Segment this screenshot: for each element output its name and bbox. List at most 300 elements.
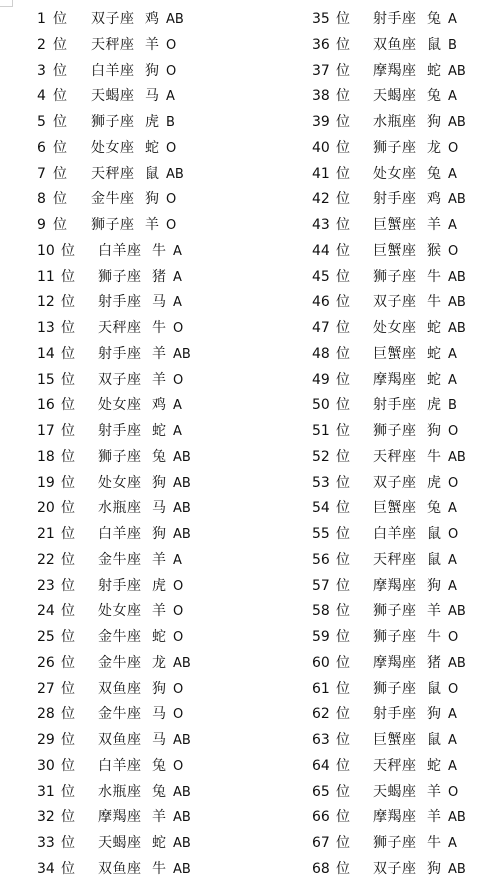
ranking-row	[312, 599, 500, 625]
zodiac-sign: 摩羯座	[373, 62, 417, 79]
ranking-row	[37, 368, 237, 394]
blood-type: AB	[173, 501, 191, 517]
chinese-zodiac-animal: 蛇	[152, 423, 166, 439]
rank-unit: 位	[336, 706, 350, 723]
ranking-row	[37, 213, 237, 239]
ranking-row	[312, 290, 500, 316]
rank-number: 49	[312, 371, 330, 388]
ranking-row	[312, 625, 500, 651]
chinese-zodiac-animal: 狗	[427, 114, 441, 130]
chinese-zodiac-animal: 羊	[152, 551, 166, 568]
corner-mark	[0, 0, 13, 7]
ranking-row	[37, 677, 237, 703]
ranking-row	[312, 59, 500, 85]
zodiac-sign: 射手座	[373, 11, 417, 27]
rank-unit: 位	[336, 500, 350, 517]
rank-number: 30	[37, 757, 55, 774]
ranking-row	[312, 548, 500, 574]
blood-type: O	[448, 527, 459, 542]
rank-unit: 位	[336, 603, 350, 620]
blood-type: O	[173, 321, 184, 336]
rank-unit: 位	[61, 680, 75, 697]
zodiac-sign: 射手座	[98, 577, 142, 594]
ranking-row	[312, 677, 500, 703]
ranking-row	[312, 728, 500, 754]
chinese-zodiac-animal: 蛇	[145, 139, 159, 156]
ranking-row	[312, 651, 500, 677]
ranking-row	[37, 136, 237, 162]
blood-type: O	[173, 681, 184, 697]
rank-number: 23	[37, 577, 55, 594]
rank-number: 13	[37, 320, 55, 336]
zodiac-sign: 狮子座	[373, 603, 417, 620]
rank-unit: 位	[61, 835, 75, 851]
rank-unit: 位	[336, 835, 350, 851]
zodiac-sign: 巨蟹座	[373, 732, 417, 748]
ranking-row	[312, 187, 500, 213]
ranking-row	[312, 136, 500, 162]
chinese-zodiac-animal: 狗	[145, 62, 159, 79]
ranking-row	[312, 239, 500, 265]
ranking-row	[37, 471, 237, 497]
blood-type: AB	[166, 166, 184, 182]
rank-number: 28	[37, 706, 55, 723]
chinese-zodiac-animal: 蛇	[152, 629, 166, 645]
chinese-zodiac-animal: 牛	[427, 629, 441, 645]
blood-type: AB	[448, 449, 466, 465]
ranking-row	[312, 393, 500, 419]
rank-number: 27	[37, 680, 55, 697]
blood-type: AB	[173, 527, 191, 542]
blood-type: A	[448, 166, 457, 182]
blood-type: A	[448, 346, 457, 362]
rank-unit: 位	[336, 268, 350, 285]
blood-type: A	[448, 707, 457, 723]
rank-number: 16	[37, 397, 55, 414]
blood-type: O	[166, 37, 177, 53]
chinese-zodiac-animal: 鼠	[427, 680, 441, 697]
blood-type: O	[173, 630, 184, 645]
blood-type: AB	[173, 475, 191, 491]
zodiac-sign: 处女座	[98, 474, 142, 491]
rank-unit: 位	[61, 242, 75, 259]
chinese-zodiac-animal: 马	[152, 500, 166, 517]
zodiac-sign: 射手座	[98, 345, 142, 362]
zodiac-sign: 巨蟹座	[373, 217, 417, 233]
zodiac-sign: 白羊座	[373, 526, 417, 542]
chinese-zodiac-animal: 鼠	[427, 526, 441, 542]
blood-type: O	[166, 192, 177, 208]
rank-number: 18	[37, 448, 55, 465]
zodiac-sign: 天蝎座	[373, 88, 417, 105]
ranking-row	[312, 831, 500, 857]
chinese-zodiac-animal: 鼠	[145, 165, 159, 182]
blood-type: AB	[448, 810, 466, 826]
rank-unit: 位	[61, 860, 75, 877]
blood-type: O	[166, 218, 177, 233]
rank-number: 57	[312, 577, 330, 594]
chinese-zodiac-animal: 鼠	[427, 551, 441, 568]
zodiac-sign: 白羊座	[98, 526, 142, 542]
ranking-row	[312, 522, 500, 548]
rank-unit: 位	[336, 680, 350, 697]
rank-unit: 位	[61, 757, 75, 774]
rank-number: 25	[37, 629, 55, 645]
zodiac-sign: 双鱼座	[98, 860, 142, 877]
zodiac-sign: 狮子座	[373, 835, 417, 851]
blood-type: AB	[448, 295, 466, 311]
blood-type: O	[448, 424, 459, 439]
zodiac-sign: 双子座	[91, 11, 135, 27]
blood-type: O	[173, 604, 184, 620]
rank-unit: 位	[53, 165, 67, 182]
chinese-zodiac-animal: 羊	[152, 809, 166, 826]
rank-unit: 位	[61, 706, 75, 723]
blood-type: A	[448, 578, 457, 594]
blood-type: O	[173, 578, 184, 594]
rank-unit: 位	[336, 629, 350, 645]
chinese-zodiac-animal: 羊	[427, 603, 441, 620]
ranking-row	[37, 342, 237, 368]
blood-type: AB	[448, 63, 466, 79]
rank-unit: 位	[336, 448, 350, 465]
ranking-row	[312, 7, 500, 33]
rank-unit: 位	[336, 320, 350, 336]
rank-number: 31	[37, 783, 55, 800]
rank-unit: 位	[336, 551, 350, 568]
ranking-row	[312, 162, 500, 188]
chinese-zodiac-animal: 兔	[152, 757, 166, 774]
chinese-zodiac-animal: 狗	[152, 526, 166, 542]
zodiac-sign: 天蝎座	[91, 88, 135, 105]
blood-type: O	[448, 140, 459, 156]
blood-type: O	[173, 758, 184, 774]
rank-number: 67	[312, 835, 330, 851]
chinese-zodiac-animal: 蛇	[427, 371, 441, 388]
rank-unit: 位	[53, 114, 67, 130]
rank-unit: 位	[61, 448, 75, 465]
chinese-zodiac-animal: 牛	[152, 320, 166, 336]
zodiac-sign: 摩羯座	[373, 809, 417, 826]
chinese-zodiac-animal: 龙	[152, 654, 166, 671]
blood-type: O	[173, 707, 184, 723]
zodiac-sign: 白羊座	[91, 62, 135, 79]
rank-unit: 位	[336, 526, 350, 542]
chinese-zodiac-animal: 兔	[427, 165, 441, 182]
rank-number: 32	[37, 809, 55, 826]
rank-unit: 位	[336, 860, 350, 877]
ranking-row	[37, 265, 237, 291]
zodiac-sign: 射手座	[98, 423, 142, 439]
rank-number: 17	[37, 423, 55, 439]
rank-unit: 位	[336, 423, 350, 439]
rank-unit: 位	[336, 654, 350, 671]
zodiac-sign: 狮子座	[91, 114, 135, 130]
blood-type: AB	[173, 836, 191, 851]
chinese-zodiac-animal: 猪	[152, 268, 166, 285]
ranking-row	[37, 110, 237, 136]
chinese-zodiac-animal: 羊	[145, 217, 159, 233]
blood-type: A	[173, 398, 182, 414]
blood-type: AB	[448, 604, 466, 620]
chinese-zodiac-animal: 猴	[427, 242, 441, 259]
chinese-zodiac-animal: 马	[152, 294, 166, 311]
blood-type: AB	[173, 733, 191, 748]
zodiac-sign: 金牛座	[91, 191, 135, 208]
blood-type: O	[448, 784, 459, 800]
zodiac-sign: 天秤座	[373, 551, 417, 568]
rank-number: 62	[312, 706, 330, 723]
zodiac-sign: 双鱼座	[98, 732, 142, 748]
rank-unit: 位	[61, 526, 75, 542]
rank-number: 8	[37, 191, 46, 208]
chinese-zodiac-animal: 羊	[145, 36, 159, 53]
ranking-row	[37, 728, 237, 754]
ranking-row	[312, 368, 500, 394]
chinese-zodiac-animal: 牛	[427, 835, 441, 851]
ranking-row	[312, 342, 500, 368]
ranking-row	[312, 574, 500, 600]
blood-type: A	[448, 372, 457, 388]
chinese-zodiac-animal: 羊	[152, 603, 166, 620]
rank-unit: 位	[336, 139, 350, 156]
zodiac-sign: 双鱼座	[98, 680, 142, 697]
zodiac-sign: 金牛座	[98, 706, 142, 723]
ranking-row	[37, 290, 237, 316]
rank-number: 20	[37, 500, 55, 517]
blood-type: A	[173, 552, 182, 568]
rank-unit: 位	[53, 139, 67, 156]
chinese-zodiac-animal: 猪	[427, 654, 441, 671]
ranking-row	[312, 84, 500, 110]
chinese-zodiac-animal: 鸡	[152, 397, 166, 414]
chinese-zodiac-animal: 蛇	[427, 320, 441, 336]
chinese-zodiac-animal: 兔	[427, 88, 441, 105]
blood-type: A	[448, 552, 457, 568]
rank-unit: 位	[336, 809, 350, 826]
rank-number: 59	[312, 629, 330, 645]
rank-unit: 位	[61, 732, 75, 748]
blood-type: A	[173, 424, 182, 439]
rank-number: 10	[37, 242, 55, 259]
zodiac-sign: 处女座	[98, 397, 142, 414]
zodiac-sign: 水瓶座	[98, 783, 142, 800]
zodiac-sign: 金牛座	[98, 654, 142, 671]
chinese-zodiac-animal: 蛇	[427, 345, 441, 362]
blood-type: B	[166, 115, 175, 130]
rank-number: 46	[312, 294, 330, 311]
blood-type: AB	[173, 655, 191, 671]
rank-number: 58	[312, 603, 330, 620]
rank-unit: 位	[336, 371, 350, 388]
ranking-row	[312, 702, 500, 728]
ranking-row	[37, 84, 237, 110]
chinese-zodiac-animal: 兔	[152, 448, 166, 465]
ranking-row	[312, 445, 500, 471]
rank-number: 5	[37, 114, 46, 130]
rank-unit: 位	[61, 783, 75, 800]
rank-number: 41	[312, 165, 330, 182]
rank-unit: 位	[61, 423, 75, 439]
zodiac-sign: 摩羯座	[373, 577, 417, 594]
rank-number: 22	[37, 551, 55, 568]
rank-unit: 位	[336, 294, 350, 311]
ranking-row	[37, 445, 237, 471]
chinese-zodiac-animal: 羊	[427, 783, 441, 800]
rank-unit: 位	[61, 809, 75, 826]
rank-number: 35	[312, 11, 330, 27]
zodiac-sign: 狮子座	[91, 217, 135, 233]
ranking-row	[37, 33, 237, 59]
rank-number: 40	[312, 139, 330, 156]
chinese-zodiac-animal: 牛	[427, 294, 441, 311]
blood-type: A	[448, 218, 457, 233]
zodiac-sign: 处女座	[373, 165, 417, 182]
rank-unit: 位	[336, 191, 350, 208]
rank-unit: 位	[53, 62, 67, 79]
zodiac-sign: 天蝎座	[98, 835, 142, 851]
rank-number: 3	[37, 62, 46, 79]
blood-type: A	[448, 89, 457, 105]
zodiac-sign: 水瓶座	[373, 114, 417, 130]
rank-number: 54	[312, 500, 330, 517]
ranking-row	[312, 857, 500, 883]
zodiac-sign: 双子座	[373, 860, 417, 877]
chinese-zodiac-animal: 鸡	[427, 191, 441, 208]
rank-unit: 位	[336, 474, 350, 491]
rank-number: 48	[312, 345, 330, 362]
rank-number: 63	[312, 732, 330, 748]
zodiac-sign: 双鱼座	[373, 36, 417, 53]
chinese-zodiac-animal: 兔	[152, 783, 166, 800]
rank-unit: 位	[336, 114, 350, 130]
rank-number: 64	[312, 757, 330, 774]
ranking-row	[312, 805, 500, 831]
blood-type: AB	[448, 115, 466, 130]
rank-number: 50	[312, 397, 330, 414]
rank-unit: 位	[61, 320, 75, 336]
ranking-row	[37, 625, 237, 651]
chinese-zodiac-animal: 蛇	[427, 62, 441, 79]
rank-number: 38	[312, 88, 330, 105]
chinese-zodiac-animal: 虎	[427, 474, 441, 491]
rank-unit: 位	[61, 371, 75, 388]
zodiac-sign: 巨蟹座	[373, 345, 417, 362]
zodiac-sign: 天秤座	[373, 757, 417, 774]
ranking-row	[312, 419, 500, 445]
chinese-zodiac-animal: 狗	[152, 680, 166, 697]
ranking-row	[37, 574, 237, 600]
rank-unit: 位	[336, 217, 350, 233]
ranking-row	[312, 110, 500, 136]
blood-type: AB	[448, 861, 466, 877]
zodiac-sign: 摩羯座	[373, 654, 417, 671]
blood-type: AB	[448, 269, 466, 285]
rank-number: 2	[37, 36, 46, 53]
blood-type: A	[448, 733, 457, 748]
zodiac-sign: 射手座	[98, 294, 142, 311]
zodiac-sign: 巨蟹座	[373, 500, 417, 517]
rank-number: 53	[312, 474, 330, 491]
zodiac-sign: 金牛座	[98, 551, 142, 568]
zodiac-sign: 狮子座	[373, 268, 417, 285]
chinese-zodiac-animal: 兔	[427, 11, 441, 27]
rank-unit: 位	[61, 551, 75, 568]
rank-number: 56	[312, 551, 330, 568]
ranking-column-left	[37, 7, 237, 883]
blood-type: B	[448, 37, 457, 53]
blood-type: O	[448, 475, 459, 491]
chinese-zodiac-animal: 牛	[152, 860, 166, 877]
chinese-zodiac-animal: 虎	[145, 114, 159, 130]
rank-number: 24	[37, 603, 55, 620]
ranking-row	[312, 496, 500, 522]
ranking-row	[37, 548, 237, 574]
chinese-zodiac-animal: 狗	[427, 706, 441, 723]
ranking-row	[37, 805, 237, 831]
blood-type: A	[173, 295, 182, 311]
zodiac-sign: 天秤座	[91, 165, 135, 182]
rank-unit: 位	[61, 654, 75, 671]
blood-type: A	[166, 89, 175, 105]
rank-unit: 位	[61, 345, 75, 362]
blood-type: AB	[173, 784, 191, 800]
chinese-zodiac-animal: 龙	[427, 139, 441, 156]
rank-unit: 位	[53, 217, 67, 233]
zodiac-sign: 狮子座	[98, 448, 142, 465]
chinese-zodiac-animal: 羊	[152, 371, 166, 388]
chinese-zodiac-animal: 羊	[427, 809, 441, 826]
chinese-zodiac-animal: 狗	[427, 577, 441, 594]
rank-unit: 位	[53, 36, 67, 53]
rank-number: 12	[37, 294, 55, 311]
blood-type: O	[448, 681, 459, 697]
rank-unit: 位	[336, 783, 350, 800]
rank-unit: 位	[336, 242, 350, 259]
rank-number: 4	[37, 88, 46, 105]
rank-unit: 位	[336, 11, 350, 27]
zodiac-sign: 射手座	[373, 397, 417, 414]
zodiac-sign: 狮子座	[373, 680, 417, 697]
blood-type: AB	[448, 192, 466, 208]
rank-unit: 位	[61, 397, 75, 414]
ranking-column-right	[312, 7, 500, 883]
ranking-row	[37, 831, 237, 857]
rank-number: 43	[312, 217, 330, 233]
rank-number: 15	[37, 371, 55, 388]
rank-unit: 位	[336, 88, 350, 105]
blood-type: B	[448, 398, 457, 414]
rank-number: 26	[37, 654, 55, 671]
rank-unit: 位	[336, 757, 350, 774]
zodiac-sign: 摩羯座	[373, 371, 417, 388]
rank-number: 39	[312, 114, 330, 130]
blood-type: O	[448, 243, 459, 259]
chinese-zodiac-animal: 虎	[427, 397, 441, 414]
blood-type: A	[448, 758, 457, 774]
ranking-row	[37, 7, 237, 33]
zodiac-sign: 天蝎座	[373, 783, 417, 800]
zodiac-sign: 处女座	[91, 139, 135, 156]
ranking-row	[312, 780, 500, 806]
chinese-zodiac-animal: 牛	[427, 268, 441, 285]
chinese-zodiac-animal: 兔	[427, 500, 441, 517]
rank-unit: 位	[336, 732, 350, 748]
ranking-row	[312, 471, 500, 497]
rank-unit: 位	[61, 268, 75, 285]
rank-number: 29	[37, 732, 55, 748]
ranking-row	[312, 265, 500, 291]
